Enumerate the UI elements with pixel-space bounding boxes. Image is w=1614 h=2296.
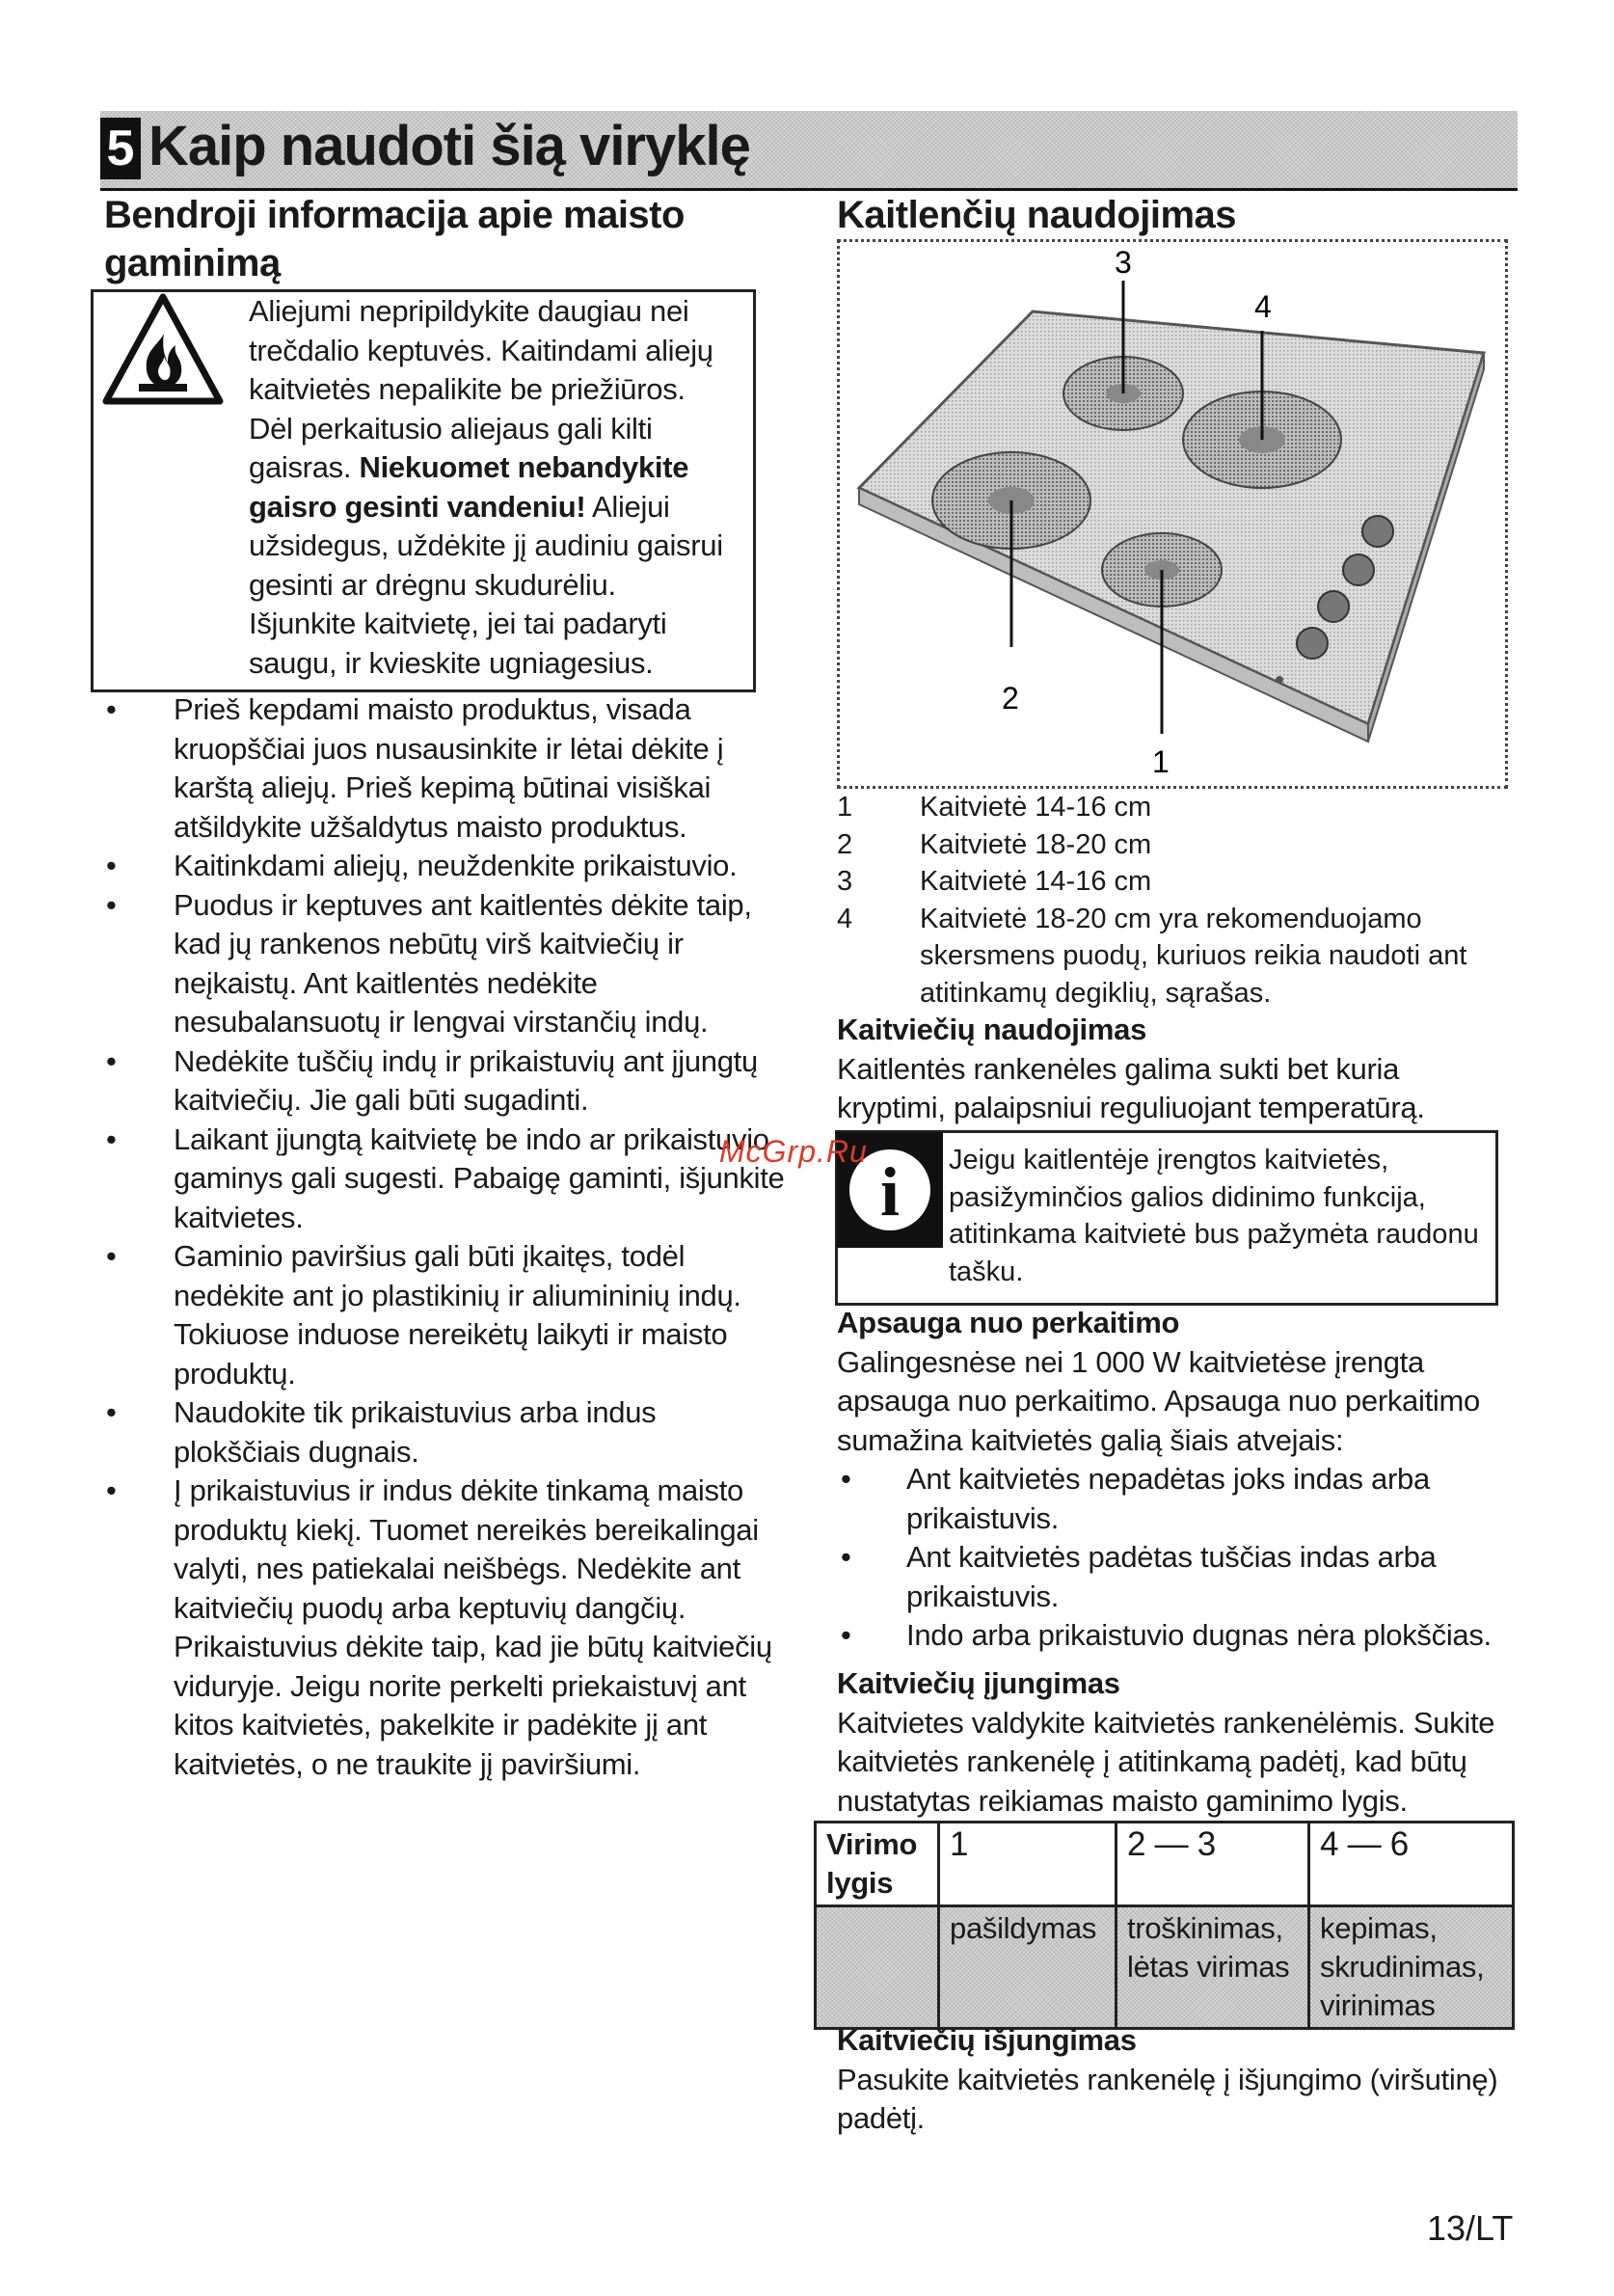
list-item-text: Puodus ir keptuves ant kaitlentės dėkite taip, kad jų rankenos nebūtų virš kaitviečių ir neįkaistų. Ant kaitlentės nedėkite nesubalansuotų ir lengvai virstančių indų. <box>174 887 752 1039</box>
switch-on-text: Kaitvietes valdykite kaitvietės rankenėlėmis. Sukite kaitvietės rankenėlę į atitinkamą padėtį, kad būtų nustatytas reikiamas maisto gaminimo lygis. <box>837 1705 1495 1818</box>
callout-label-2: 2 <box>1002 681 1019 716</box>
table-cell: pašildymas <box>939 1906 1116 2029</box>
part-text: Kaitvietė 14-16 cm <box>920 866 1152 897</box>
table-header-cell: 4 — 6 <box>1309 1823 1514 1906</box>
bullet-glyph: • <box>106 1043 117 1078</box>
control-knob <box>1362 516 1393 547</box>
list-item-text: Laikant įjungtą kaitvietę be indo ar prikaistuvio gaminys gali sugesti. Pabaigę gaminti, išjunkite kaitvietes. <box>174 1121 785 1234</box>
switch-off-section <box>837 2021 1521 2139</box>
list-item-text: Naudokite tik prikaistuvius arba indus plokščiais dugnais. <box>174 1395 657 1469</box>
usage-text: Kaitlentės rankenėles galima sukti bet kuria kryptimi, palaipsniui reguliuojant temperatūrą. <box>837 1051 1425 1124</box>
control-knob <box>1297 628 1328 659</box>
list-item <box>837 1460 1521 1538</box>
list-item-text: Ant kaitvietės padėtas tuščias indas arba prikaistuvis. <box>906 1540 1437 1613</box>
bullet-glyph: • <box>106 849 117 882</box>
list-item-text: Kaitinkdami aliejų, neuždenkite prikaistuvio. <box>174 849 738 882</box>
overheat-section <box>837 1304 1521 1656</box>
callout-label-3: 3 <box>1115 245 1132 280</box>
part-number: 2 <box>837 828 853 860</box>
bullet-glyph: • <box>106 692 117 726</box>
info-text: Jeigu kaitlentėje įrengtos kaitvietės, pasižyminčios galios didinimo funkcija, atitinkama kaitvietė bus pažymėta raudonu tašku. <box>949 1145 1479 1287</box>
table-row <box>816 1906 1514 2029</box>
list-item-text: Nedėkite tuščių indų ir prikaistuvių ant įjungtų kaitviečių. Jie gali būti sugadinti. <box>174 1043 758 1117</box>
switch-off-text: Pasukite kaitvietės rankenėlę į išjungimo (viršutinę) padėtį. <box>837 2062 1498 2135</box>
hob-figure <box>837 239 1508 789</box>
heat-level-table <box>814 1821 1515 2030</box>
page-number: 13/LT <box>1427 2208 1514 2248</box>
table-header-cell: Virimo lygis <box>816 1823 939 1906</box>
list-item <box>837 1616 1521 1656</box>
bullet-glyph: • <box>106 1239 117 1273</box>
parts-list <box>837 789 1512 1012</box>
bullet-glyph: • <box>106 1121 117 1156</box>
table-cell: troškinimas, lėtas virimas <box>1116 1906 1309 2029</box>
fire-warning-icon <box>100 291 226 409</box>
watermark: McGrp.Ru <box>719 1134 868 1169</box>
list-item <box>100 1121 787 1238</box>
warning-text <box>249 292 731 683</box>
part-number: 3 <box>837 866 853 897</box>
bullet-glyph: • <box>106 1395 117 1429</box>
list-item <box>837 1538 1521 1616</box>
section-heading-general: Bendroji informacija apie maisto gaminimą <box>104 194 685 284</box>
chapter-title: Kaip naudoti šią viryklę <box>148 115 750 177</box>
part-text: Kaitvietė 18-20 cm <box>920 828 1152 860</box>
switch-on-section <box>837 1664 1521 1821</box>
warning-text-part1: Aliejumi nepripildykite daugiau nei trečdalio keptuvės. Kaitindami aliejų kaitvietės nepalikite be priežiūros. Dėl perkaitusio aliejaus gali kilti gaisras. <box>249 294 713 484</box>
list-item <box>100 1393 787 1472</box>
indicator-light <box>1276 676 1283 684</box>
info-glyph: i <box>879 1153 901 1230</box>
overheat-text: Galingesnėse nei 1 000 W kaitvietėse įrengta apsauga nuo perkaitimo. Apsauga nuo perkaitimo sumažina kaitvietės galią šiais atvejais: <box>837 1344 1480 1457</box>
warning-text-part2: Aliejui užsidegus, uždėkite jį audiniu gaisrui gesinti ar drėgnu skudurėliu. Išjunkite kaitvietę, jei tai padaryti saugu, ir kvieskite ugniagesius. <box>249 489 723 680</box>
switch-off-title: Kaitviečių išjungimas <box>837 2023 1137 2057</box>
part-number: 1 <box>837 792 853 823</box>
bullet-glyph: • <box>106 887 117 922</box>
list-item <box>100 690 787 847</box>
overheat-title: Apsauga nuo perkaitimo <box>837 1306 1180 1339</box>
warning-text-bold: Niekuomet nebandykite gaisro gesinti vandeniu! <box>249 450 689 524</box>
control-knob <box>1318 591 1349 622</box>
list-item-text: Indo arba prikaistuvio dugnas nėra plokščias. <box>906 1618 1492 1652</box>
list-item-text: Gaminio paviršius gali būti įkaitęs, todėl nedėkite ant jo plastikinių ir aliumininių indų. Tokiuose induose nereikėtų laikyti ir maisto produktų. <box>174 1239 741 1391</box>
bullet-glyph: • <box>841 1618 851 1652</box>
bullet-glyph: • <box>106 1473 117 1507</box>
list-item <box>100 847 787 886</box>
list-item-text: Prieš kepdami maisto produktus, visada kruopščiai juos nusausinkite ir lėtai dėkite į karštą aliejų. Prieš kepimą būtinai visiškai atšildykite užšaldytus maisto produktus. <box>174 692 724 844</box>
list-item <box>100 886 787 1042</box>
list-item <box>837 789 1512 826</box>
table-header-cell: 2 — 3 <box>1116 1823 1309 1906</box>
list-item <box>837 826 1512 864</box>
hob-illustration <box>840 242 1505 786</box>
usage-section <box>837 1011 1512 1128</box>
usage-title: Kaitviečių naudojimas <box>837 1013 1147 1046</box>
table-header-cell: 1 <box>939 1823 1116 1906</box>
list-item-text: Į prikaistuvius ir indus dėkite tinkamą maisto produktų kiekį. Tuomet nereikės bereikalingai valyti, nes patiekalai neišbėgs. Nedėkite ant kaitviečių puodų arba keptuvių dangčių. Prikaistuvius dėkite taip, kad jie būtų kaitviečių viduryje. Jeigu norite perkelti priekaistuvį ant kitos kaitvietės, pakelkite ir padėkite jį ant kaitvietės, o ne traukite jį paviršiumi. <box>174 1473 772 1781</box>
bullet-glyph: • <box>841 1462 851 1496</box>
chapter-number: 5 <box>100 118 141 179</box>
table-row <box>816 1823 1514 1906</box>
callout-label-4: 4 <box>1254 289 1272 324</box>
list-item <box>100 1472 787 1784</box>
list-item <box>100 1042 787 1121</box>
part-number: 4 <box>837 903 853 934</box>
overheat-bullet-list <box>837 1460 1521 1656</box>
table-cell <box>816 1906 939 2029</box>
part-text: Kaitvietė 14-16 cm <box>920 792 1152 823</box>
list-item <box>100 1237 787 1393</box>
list-item-text: Ant kaitvietės nepadėtas joks indas arba prikaistuvis. <box>906 1462 1430 1535</box>
list-item <box>837 901 1512 1013</box>
section-heading-hob-usage: Kaitlenčių naudojimas <box>837 194 1237 236</box>
part-text: Kaitvietė 18-20 cm yra rekomenduojamo skersmens puodų, kuriuos reikia naudoti ant atitinkamų degiklių, sąrašas. <box>920 903 1467 1009</box>
general-bullet-list <box>100 690 787 1784</box>
table-cell: kepimas, skrudinimas, virinimas <box>1309 1906 1514 2029</box>
control-knob <box>1343 554 1374 585</box>
switch-on-title: Kaitviečių įjungimas <box>837 1666 1120 1700</box>
list-item <box>837 863 1512 901</box>
callout-label-1: 1 <box>1152 744 1170 779</box>
bullet-glyph: • <box>841 1540 851 1574</box>
